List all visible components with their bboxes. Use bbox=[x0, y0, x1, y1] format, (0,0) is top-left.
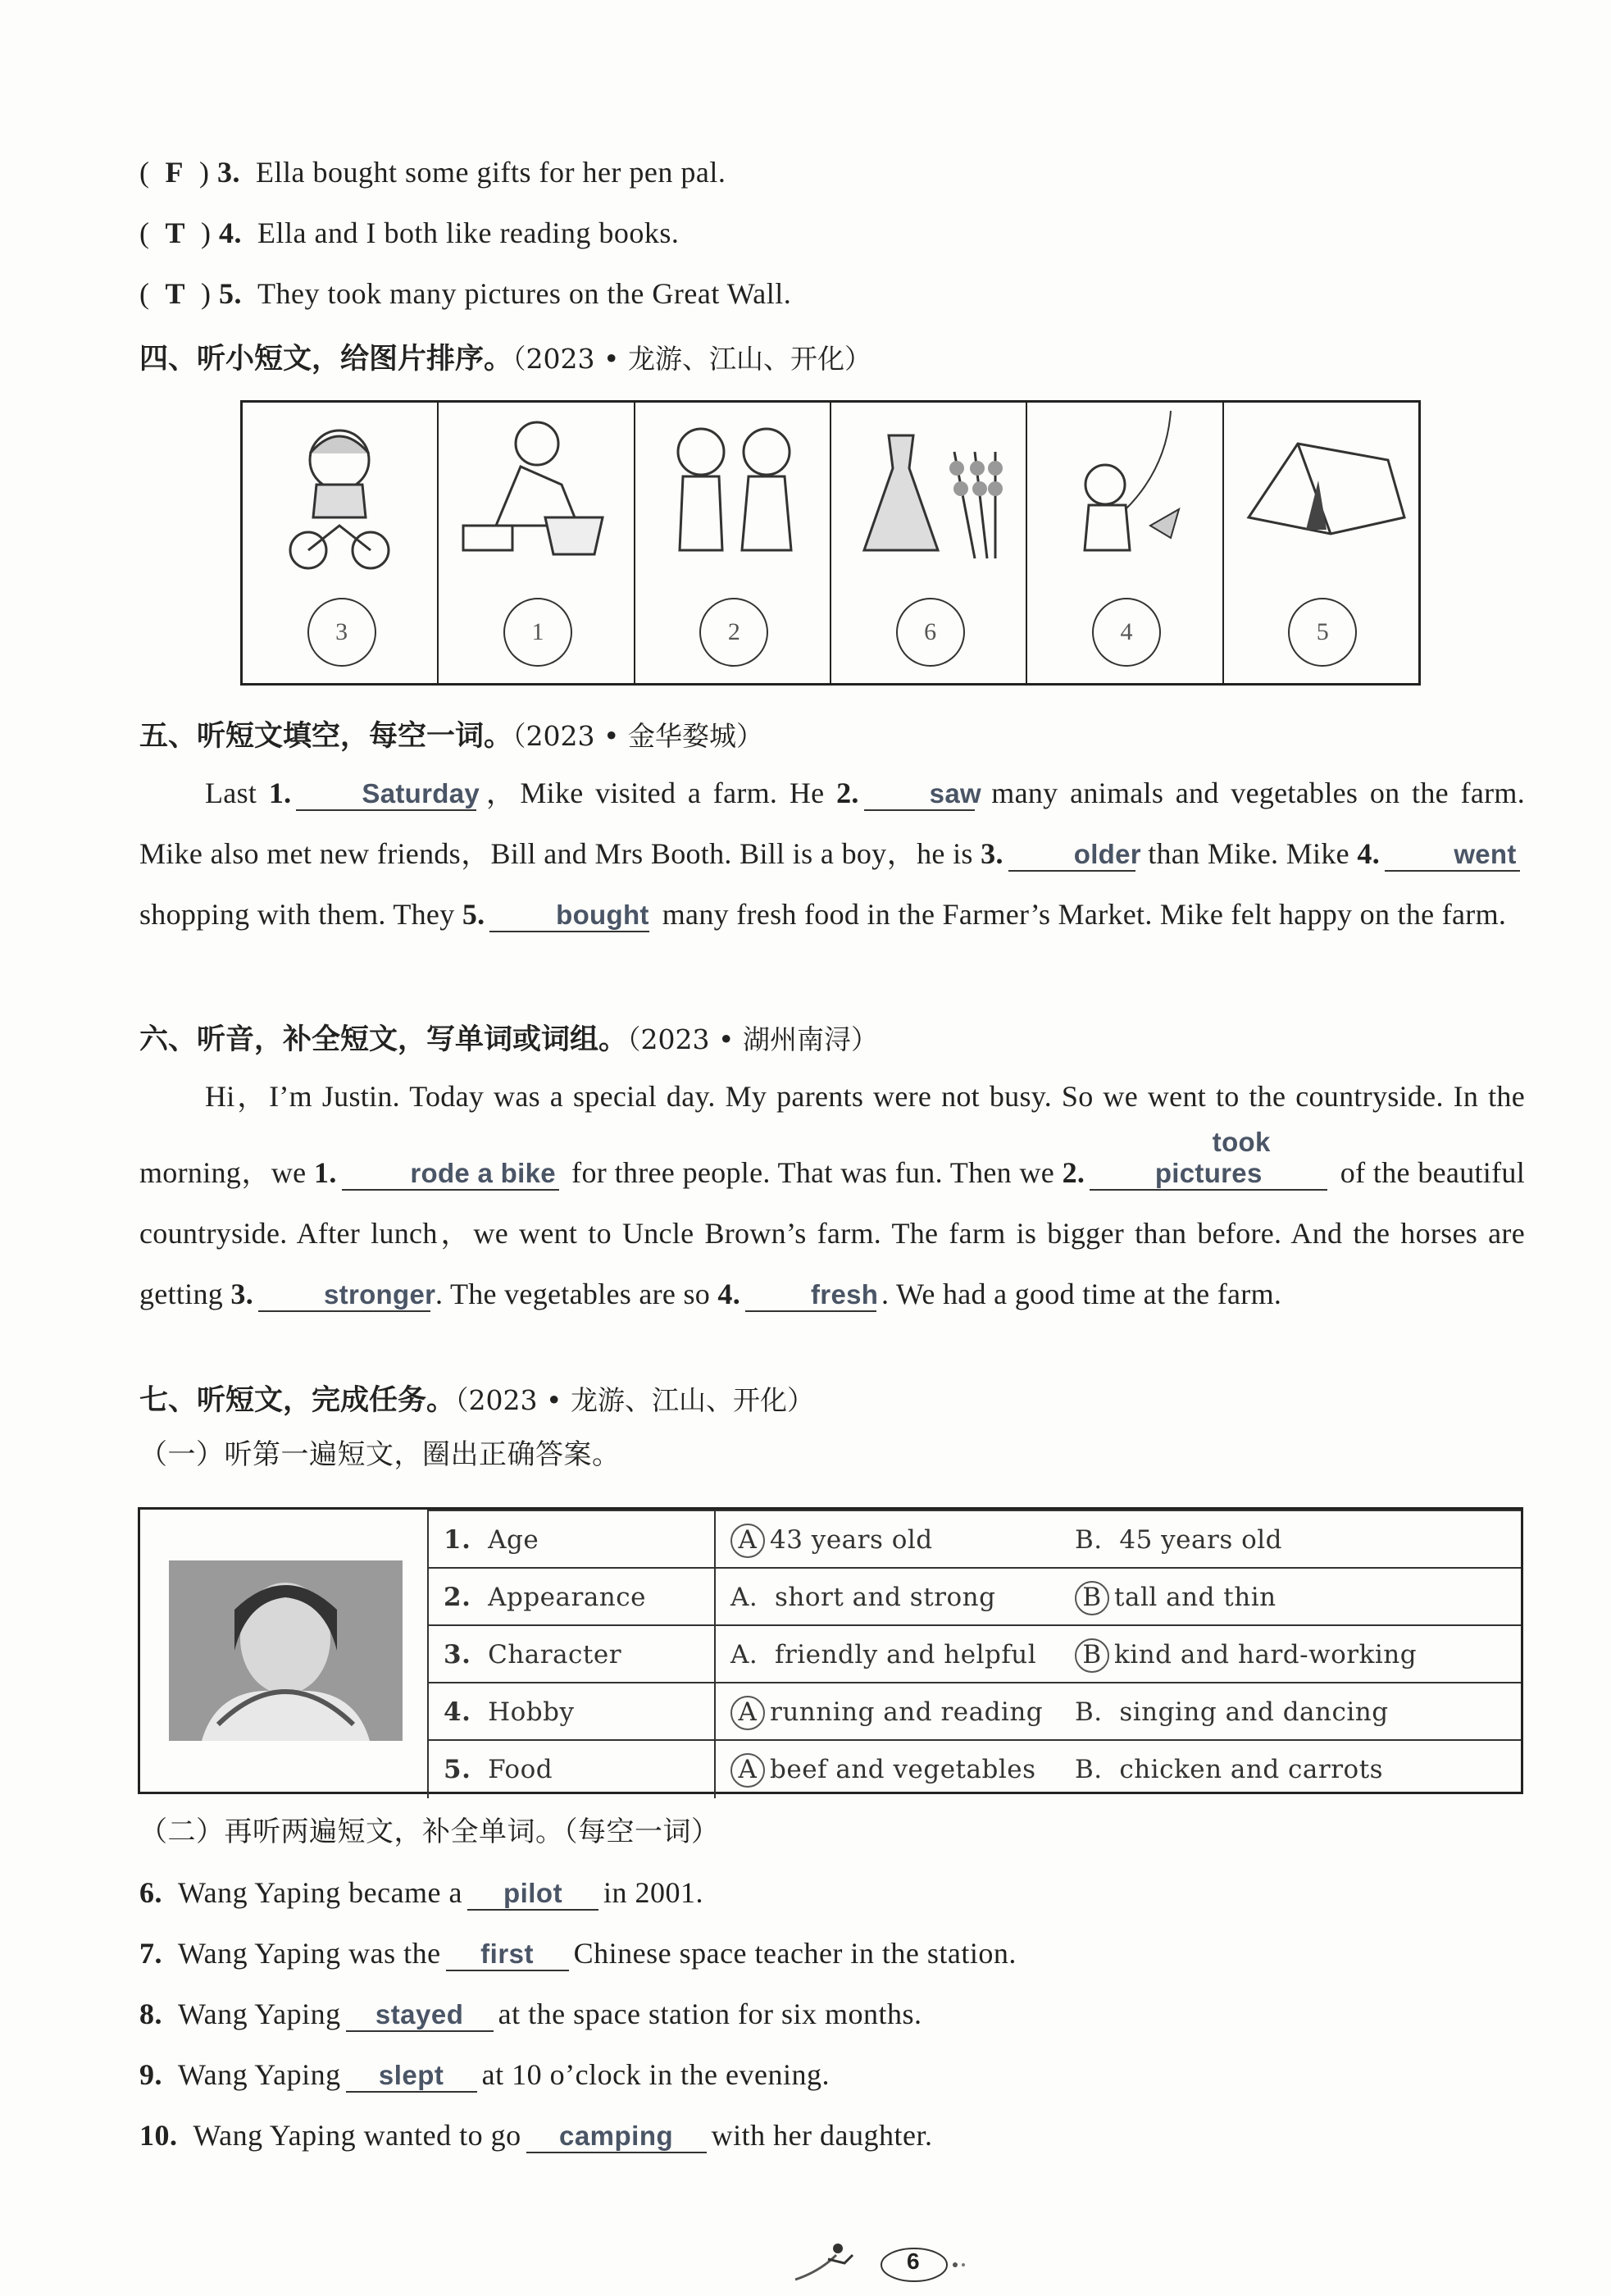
answer-blank: took pictures bbox=[1090, 1127, 1327, 1191]
order-circle: 4 bbox=[1092, 598, 1161, 667]
fill-item: 8. Wang Yaping stayed at the space station for six months. bbox=[139, 1998, 922, 2030]
section-4-heading: 四、听小短文，给图片排序。（2023 • 龙游、江山、开化） bbox=[139, 343, 871, 376]
fill-item: 10. Wang Yaping wanted to go camping with her daughter. bbox=[139, 2119, 933, 2152]
picture-cell bbox=[1224, 403, 1418, 683]
order-circle: 5 bbox=[1288, 598, 1357, 667]
circled-answer: A bbox=[730, 1753, 765, 1788]
answer-blank: went bbox=[1385, 839, 1520, 872]
answer-blank: rode a bike bbox=[342, 1158, 559, 1191]
circled-answer: B bbox=[1075, 1638, 1109, 1673]
order-circle: 3 bbox=[307, 598, 376, 667]
fill-item: 7. Wang Yaping was the first Chinese space teacher in the station. bbox=[139, 1937, 1017, 1970]
judge-mark: F bbox=[165, 156, 184, 189]
answer-blank: saw bbox=[864, 778, 975, 811]
picture-cell bbox=[635, 403, 831, 683]
answer-blank: pilot bbox=[467, 1878, 598, 1911]
order-circle: 6 bbox=[896, 598, 965, 667]
table-row: 5. Food A beef and vegetables B. chicken and carrots bbox=[427, 1739, 1521, 1798]
answer-blank: camping bbox=[526, 2121, 707, 2153]
tent-icon bbox=[1224, 403, 1418, 591]
page-number: 6 bbox=[907, 2248, 920, 2274]
girl-riding-bike-icon bbox=[243, 403, 437, 591]
girl-washing-clothes-icon bbox=[439, 403, 633, 591]
boy-flying-kite-icon bbox=[1027, 403, 1222, 591]
table-row: 2. Appearance A. short and strong B tall and thin bbox=[427, 1567, 1521, 1626]
answer-blank: Saturday bbox=[296, 778, 476, 811]
judge-mark: T bbox=[165, 216, 186, 249]
picture-cell bbox=[1027, 403, 1223, 683]
answer-blank: fresh bbox=[745, 1279, 876, 1312]
circled-answer: A bbox=[730, 1696, 765, 1730]
answer-blank: bought bbox=[489, 900, 649, 932]
picture-cell bbox=[243, 403, 439, 683]
section-6-passage: Hi，I’m Justin. Today was a special day. My parents were not busy. So we went to the countryside. In the morning，we 1. rode a bike for three people. That was fun. Then we 2.took pictures of the beautiful countryside. After lunch，we went to Uncle Brown’s farm. The farm is bigger than before. And the horses are getting 3. stronger. The vegetables are so 4. fresh . We had a good time at the farm. bbox=[139, 1080, 1525, 1310]
circled-answer: A bbox=[730, 1524, 765, 1558]
picture-cell bbox=[439, 403, 635, 683]
page-footer bbox=[787, 2239, 967, 2292]
choice-table bbox=[138, 1507, 1523, 1794]
order-circle: 2 bbox=[699, 598, 768, 667]
answer-blank: stronger bbox=[258, 1279, 430, 1312]
picture-strip bbox=[240, 400, 1421, 686]
fill-item: 9. Wang Yaping slept at 10 o’clock in the evening. bbox=[139, 2058, 830, 2091]
answer-blank: older bbox=[1008, 839, 1135, 872]
table-row: 3. Character A. friendly and helpful B kind and hard-working bbox=[427, 1624, 1521, 1683]
section-6-heading: 六、听音，补全短文，写单词或词组。（2023 • 湖州南浔） bbox=[139, 1023, 878, 1056]
answer-blank: stayed bbox=[346, 1999, 494, 2032]
judge-mark: T bbox=[165, 277, 186, 310]
order-circle: 1 bbox=[503, 598, 572, 667]
answer-blank: first bbox=[446, 1938, 569, 1971]
section-5-passage: Last 1. Saturday，Mike visited a farm. He 2. saw many animals and vegetables on the farm. Mike also met new friends，Bill and Mrs Booth. Bill is a boy，he is 3. older than Mike. Mike 4. went shopping with them. They 5. bought many fresh food in the Farmer’s Market. Mike felt happy on the farm. bbox=[139, 777, 1525, 931]
fill-item: 6. Wang Yaping became a pilot in 2001. bbox=[139, 1876, 704, 1909]
judge-item-3: ( F ) 3. Ella bought some gifts for her pen pal. bbox=[139, 156, 726, 189]
picture-cell bbox=[831, 403, 1027, 683]
table-row: 1. Age A 43 years old B. 45 years old bbox=[427, 1510, 1521, 1569]
judge-item-4: ( T ) 4. Ella and I both like reading books. bbox=[139, 216, 680, 249]
circled-answer: B bbox=[1075, 1581, 1109, 1615]
astronaut-photo bbox=[169, 1560, 403, 1741]
astronaut-portrait-icon bbox=[169, 1560, 403, 1741]
section-7-heading: 七、听短文，完成任务。（2023 • 龙游、江山、开化） bbox=[139, 1384, 814, 1417]
section-7-part-1: （一）听第一遍短文，圈出正确答案。 bbox=[139, 1438, 621, 1471]
section-5-heading: 五、听短文填空，每空一词。（2023 • 金华婺城） bbox=[139, 720, 763, 753]
table-row: 4. Hobby A running and reading B. singing and dancing bbox=[427, 1682, 1521, 1741]
dress-and-skewers-icon bbox=[831, 403, 1026, 591]
runner-logo-icon bbox=[787, 2239, 967, 2288]
grandparents-icon bbox=[635, 403, 830, 591]
judge-item-5: ( T ) 5. They took many pictures on the Great Wall. bbox=[139, 277, 792, 310]
answer-blank: slept bbox=[346, 2060, 477, 2093]
section-7-part-2: （二）再听两遍短文，补全单词。（每空一词） bbox=[139, 1815, 720, 1848]
